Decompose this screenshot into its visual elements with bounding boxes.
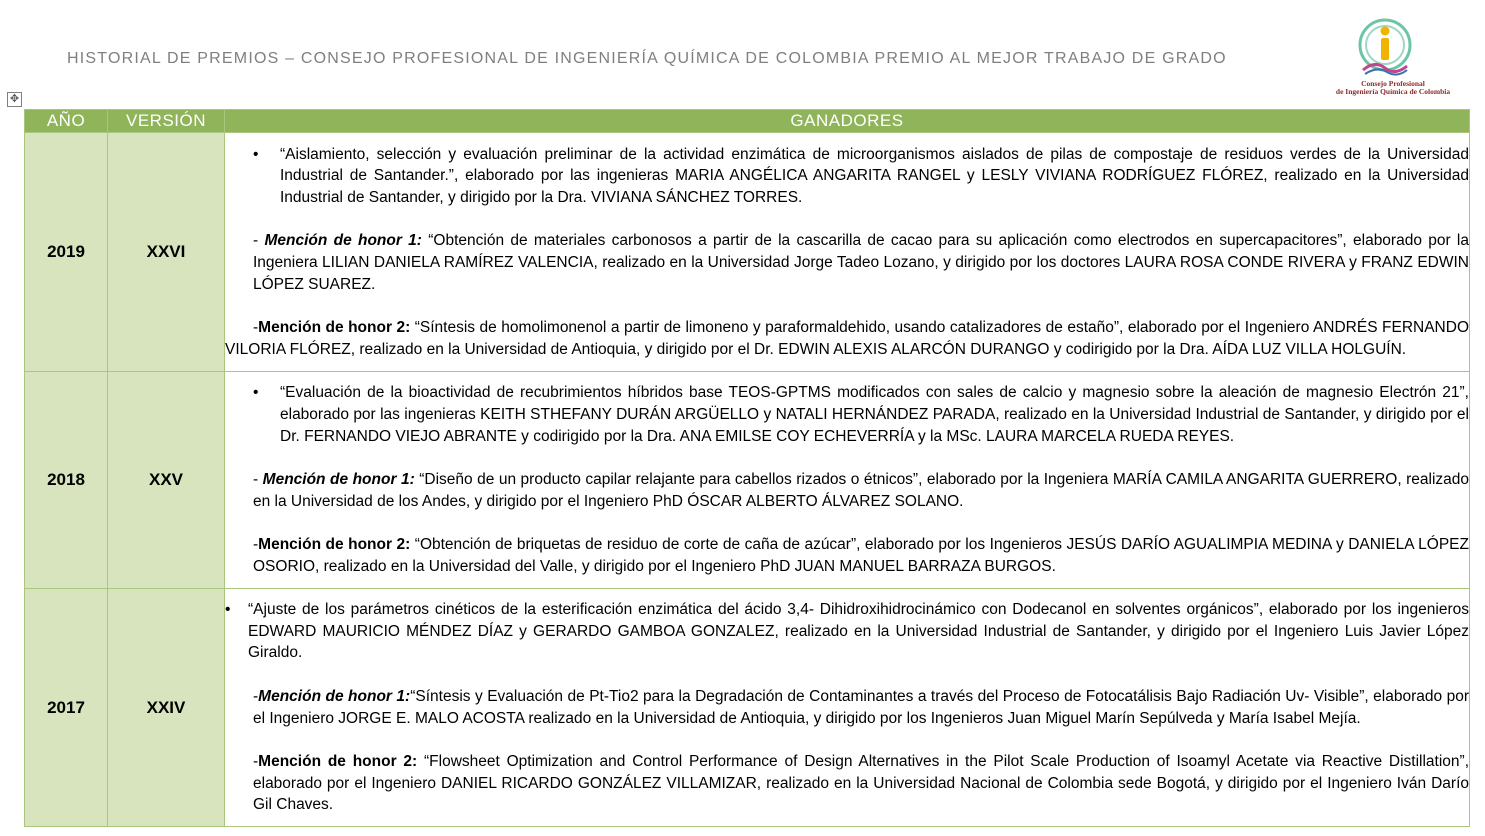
winner-entry <box>225 599 1469 664</box>
column-header-winners: GANADORES <box>225 110 1470 133</box>
winners-cell <box>225 589 1470 827</box>
bullet-icon: • <box>253 145 259 163</box>
honor-mention-1 <box>225 686 1469 729</box>
version-cell: XXIV <box>108 589 225 827</box>
logo-caption <box>1333 80 1453 96</box>
version-cell: XXV <box>108 372 225 589</box>
logo-caption-line2: de Ingeniería Química de Colombia <box>1335 87 1451 96</box>
mention-prefix: - <box>253 536 259 554</box>
document-title: HISTORIAL DE PREMIOS – CONSEJO PROFESIONAL DE INGENIERÍA QUÍMICA DE COLOMBIA PREMIO AL MEJOR TRABAJO DE GRADO <box>67 50 1227 67</box>
column-header-year: AÑO <box>25 110 108 133</box>
honor-mention-2 <box>225 751 1469 816</box>
winner-entry <box>225 144 1469 209</box>
mention-label: Mención de honor 1: <box>258 687 411 705</box>
council-logo <box>1333 18 1453 96</box>
year-cell: 2018 <box>25 372 108 589</box>
mention-text: “Obtención de briquetas de residuo de corte de caña de azúcar”, elaborado por los Ingenieros JESÚS DARÍO AGUALIMPIA MEDINA y DANIELA LÓPEZ OSORIO, realizado en la Universidad del Valle, y dirigido por el Ingeniero PhD JUAN MANUEL BARRAZA BURGOS. <box>253 536 1469 575</box>
winners-cell <box>225 372 1470 589</box>
mention-label: Mención de honor 1: <box>264 232 422 250</box>
mention-prefix: - <box>253 471 263 489</box>
mention-prefix: - <box>253 319 259 337</box>
winner-text: “Ajuste de los parámetros cinéticos de la esterificación enzimática del ácido 3,4- Dihidroxihidrocinámico con Dodecanol en solventes orgánicos”, elaborado por los ingenieros EDWARD MAURICIO MÉNDEZ DÍAZ y GERARDO GAMBOA GONZALEZ, realizado en la Universidad Industrial de Santander, y dirigido por el Ingeniero Luis Javier López Giraldo. <box>248 601 1469 662</box>
winner-text: “Evaluación de la bioactividad de recubrimientos híbridos base TEOS-GPTMS modificados con sales de calcio y magnesio sobre la aleación de magnesio Electrón 21”, elaborado por las ingenieras KEITH STHEFANY DURÁN ARGÜELLO y NATALI HERNÁNDEZ PARADA, realizado en la Universidad Industrial de Santander, y dirigido por el Dr. FERNANDO VIEJO ABRANTE y codirigido por la Dra. ANA EMILSE COY ECHEVERRÍA y la MSc. LAURA MARCELA RUEDA REYES. <box>280 384 1469 445</box>
honor-mention-2 <box>225 317 1469 360</box>
winners-cell <box>225 133 1470 372</box>
mention-label: Mención de honor 2: <box>258 536 411 554</box>
awards-table <box>24 109 1470 827</box>
mention-label: Mención de honor 1: <box>262 471 415 489</box>
column-header-version: VERSIÓN <box>108 110 225 133</box>
table-row <box>25 372 1470 589</box>
mention-prefix: - <box>253 232 265 250</box>
year-cell: 2017 <box>25 589 108 827</box>
mention-text: “Diseño de un producto capilar relajante para cabellos rizados o étnicos”, elaborado por la Ingeniera MARÍA CAMILA ANGARITA GUERRERO, realizado en la Universidad de los Andes, y dirigido por el Ingeniero PhD ÓSCAR ALBERTO ÁLVAREZ SOLANO. <box>253 471 1470 510</box>
version-cell: XXVI <box>108 133 225 372</box>
logo-emblem-icon <box>1357 18 1413 80</box>
table-move-handle-icon[interactable]: ✥ <box>7 92 22 107</box>
mention-text: “Síntesis y Evaluación de Pt-Tio2 para la Degradación de Contaminantes a través del Proceso de Fotocatálisis Bajo Radiación Uv- Visible”, elaborado por el Ingeniero JORGE E. MALO ACOSTA realizado en la Universidad de Antioquia, y dirigido por los Ingenieros Juan Miguel Marín Sepúlveda y María Isabel Mejía. <box>253 687 1469 727</box>
mention-label: Mención de honor 2: <box>258 319 411 337</box>
mention-text: “Obtención de materiales carbonosos a partir de la cascarilla de cacao para su aplicación como electrodos en supercapacitores”, elaborado por la Ingeniera LILIAN DANIELA RAMÍREZ VALENCIA, realizado en la Universidad Jorge Tadeo Lozano, y dirigido por los doctores LAURA ROSA CONDE RIVERA y FRANZ EDWIN LÓPEZ SUAREZ. <box>253 232 1469 293</box>
mention-label: Mención de honor 2: <box>258 753 418 771</box>
logo-caption-line1: Consejo Profesional <box>1361 79 1425 88</box>
bullet-icon: • <box>225 601 231 619</box>
table-header-row <box>25 110 1470 133</box>
honor-mention-2 <box>225 534 1469 577</box>
winner-entry <box>225 382 1469 447</box>
table-row <box>25 133 1470 372</box>
mention-prefix: - <box>253 753 259 771</box>
mention-prefix: - <box>253 687 259 705</box>
winner-text: “Aislamiento, selección y evaluación preliminar de la actividad enzimática de microorganismos aislados de pilas de compostaje de residuos verdes de la Universidad Industrial de Santander.”, elaborado por las ingenieras MARIA ANGÉLICA ANGARITA RANGEL y LESLY VIVIANA RODRÍGUEZ FLÓREZ, realizado en la Universidad Industrial de Santander, y dirigido por la Dra. VIVIANA SÁNCHEZ TORRES. <box>280 145 1469 206</box>
mention-text: “Síntesis de homolimonenol a partir de limoneno y paraformaldehido, usando catalizadores de estaño”, elaborado por el Ingeniero ANDRÉS FERNANDO VILORIA FLÓREZ, realizado en la Universidad de Antioquia, y dirigido por el Dr. EDWIN ALEXIS ALARCÓN DURANGO y codirigido por la Dra. AÍDA LUZ VILLA HOLGUÍN. <box>225 319 1470 358</box>
table-row <box>25 589 1470 827</box>
mention-text: “Flowsheet Optimization and Control Performance of Design Alternatives in the Pilot Scale Production of Isoamyl Acetate via Reactive Distillation”, elaborado por el Ingeniero DANIEL RICARDO GONZÁLEZ VILLAMIZAR, realizado en la Universidad Nacional de Colombia sede Bogotá, y dirigido por el Ingeniero Iván Darío Gil Chaves. <box>253 753 1469 814</box>
honor-mention-1 <box>225 230 1469 295</box>
bullet-icon: • <box>253 384 259 402</box>
year-cell: 2019 <box>25 133 108 372</box>
honor-mention-1 <box>225 469 1469 512</box>
